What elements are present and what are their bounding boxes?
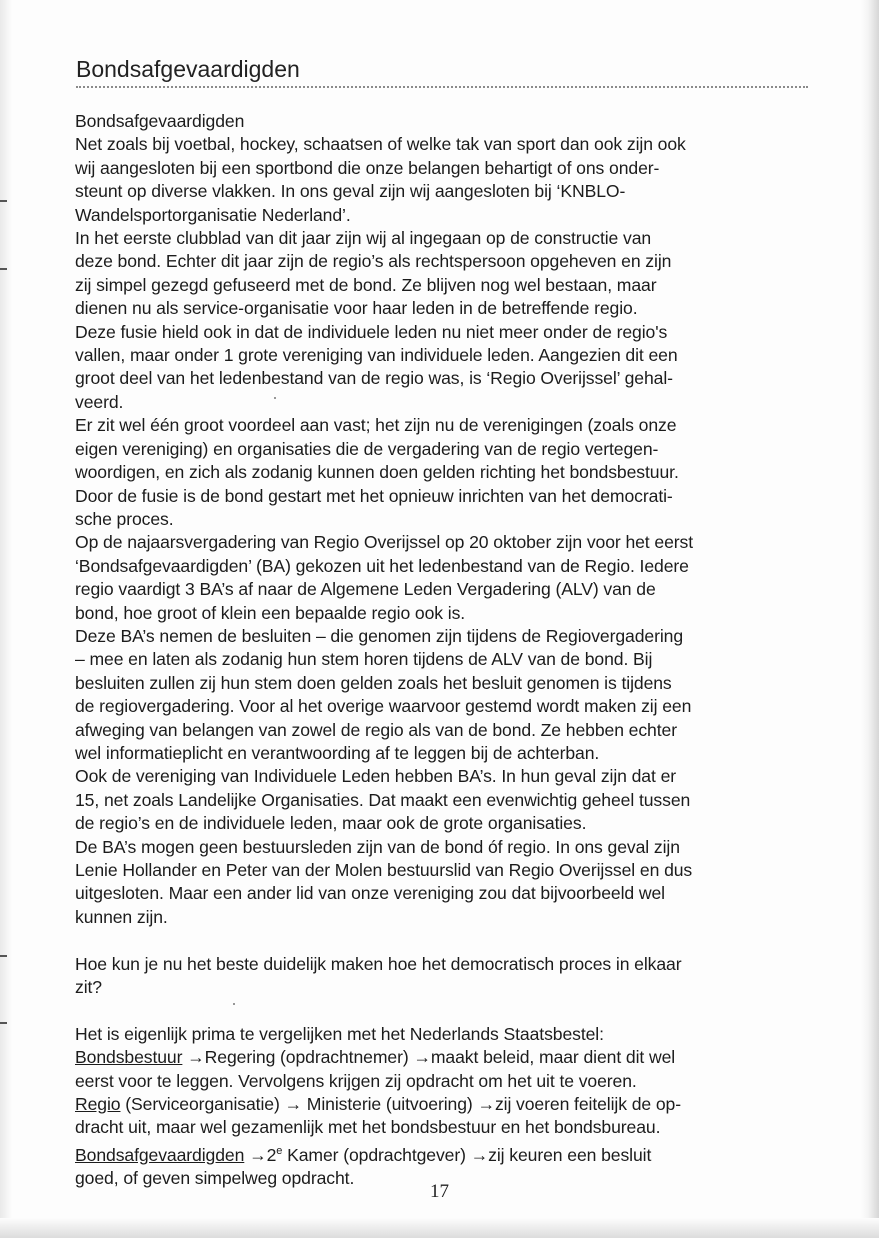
comparison-row-bondsbestuur — [75, 1046, 820, 1069]
text-line: de regiovergadering. Voor al het overige waarvoor gestemd wordt maken zij een — [75, 696, 692, 717]
comparison-row-regio-cont: dracht uit, maar wel gezamenlijk met het bondsbestuur en het bondsbureau. — [75, 1117, 661, 1138]
superscript: e — [276, 1144, 283, 1157]
text-line: Deze fusie hield ook in dat de individuele leden nu niet meer onder de regio's — [75, 321, 668, 342]
text-line: sche proces. — [75, 508, 174, 529]
text-line: 15, net zoals Landelijke Organisaties. Dat maakt een evenwichtig geheel tussen — [75, 789, 691, 810]
text-line: Bondsafgevaardigden — [75, 111, 245, 131]
text-line: afweging van belangen van zowel de regio als van de bond. Ze hebben echter — [75, 719, 677, 740]
comparison-row-bondsbestuur-cont: eerst voor te leggen. Vervolgens krijgen zij opdracht om het uit te voeren. — [75, 1070, 637, 1091]
text-line: wel informatieplicht en verantwoording af te leggen bij de achterban. — [75, 742, 600, 763]
text-line: wij aangesloten bij een sportbond die onze belangen behartigt of ons onder- — [75, 157, 660, 178]
text-line: steunt op diverse vlakken. In ons geval zijn wij aangesloten bij ‘KNBLO- — [75, 181, 626, 202]
text-line: – mee en laten als zodanig hun stem horen tijdens de ALV van de bond. Bij — [75, 649, 653, 670]
paragraph-gap — [75, 929, 820, 952]
text-line: deze bond. Echter dit jaar zijn de regio’s als rechtspersoon opgeheven en zijn — [75, 251, 672, 272]
text-line: dienen nu als service-organisatie voor haar leden in de betreffende regio. — [75, 298, 638, 319]
comparison-intro: Het is eigenlijk prima te vergelijken met het Nederlands Staatsbestel: — [75, 1023, 604, 1044]
text-line: veerd. — [75, 391, 124, 412]
text-line: In het eerste clubblad van dit jaar zijn wij al ingegaan op de constructie van — [75, 228, 652, 249]
text-line: De BA’s mogen geen bestuursleden zijn van de bond óf regio. In ons geval zijn — [75, 836, 680, 857]
article-paragraphs — [75, 110, 820, 929]
row-text: (Serviceorganisatie) → Ministerie (uitvoering) →zij voeren feitelijk de op- — [120, 1094, 681, 1115]
comparison-row-regio — [75, 1093, 820, 1116]
text-line: Ook de vereniging van Individuele Leden hebben BA’s. In hun geval zijn dat er — [75, 766, 677, 787]
row-text: Kamer (opdrachtgever) →zij keuren een besluit — [282, 1144, 652, 1165]
term-bondsafgevaardigden: Bondsafgevaardigden — [75, 1144, 245, 1165]
term-regio: Regio — [75, 1094, 121, 1115]
text-line: uitgesloten. Maar een ander lid van onze vereniging zou dat bijvoorbeeld wel — [75, 883, 665, 904]
text-line: Er zit wel één groot voordeel aan vast; het zijn nu de verenigingen (zoals onze — [75, 415, 677, 436]
text-line: Door de fusie is de bond gestart met het opnieuw inrichten van het democrati- — [75, 485, 673, 506]
text-line: Net zoals bij voetbal, hockey, schaatsen of welke tak van sport dan ook zijn ook — [75, 134, 686, 155]
text-line: zij simpel gezegd gefuseerd met de bond. Ze blijven nog wel bestaan, maar — [75, 274, 657, 295]
text-line: groot deel van het ledenbestand van de regio was, is ‘Regio Overijssel’ gehal- — [75, 368, 673, 389]
text-line: kunnen zijn. — [75, 906, 168, 927]
text-line: bond, hoe groot of klein een bepaalde regio ook is. — [75, 602, 466, 623]
binding-mark — [0, 1022, 7, 1024]
binding-mark — [0, 955, 7, 957]
page-number: 17 — [430, 1181, 449, 1202]
text-line: de regio’s en de individuele leden, maar ook de grote organisaties. — [75, 813, 587, 834]
text-line: zit? — [75, 977, 102, 998]
text-line: besluiten zullen zij hun stem doen gelden zoals het besluit genomen is tijdens — [75, 672, 672, 693]
text-line: woordigen, en zich als zodanig kunnen doen gelden richting het bondsbestuur. — [75, 462, 679, 483]
text-line: vallen, maar onder 1 grote vereniging van individuele leden. Aangezien dit een — [75, 345, 678, 366]
comparison-row-bondsafgevaardigden — [75, 1140, 820, 1167]
page-bottom-shadow — [0, 1218, 879, 1238]
binding-mark — [0, 268, 7, 270]
term-bondsbestuur: Bondsbestuur — [75, 1047, 183, 1068]
row-text: →2 — [244, 1144, 277, 1165]
text-line: eigen vereniging) en organisaties die de vergadering van de regio vertegen- — [75, 438, 659, 459]
page-heading: Bondsafgevaardigden — [76, 54, 808, 88]
text-line: Op de najaarsvergadering van Regio Overijssel op 20 oktober zijn voor het eerst — [75, 532, 694, 553]
text-line: Deze BA’s nemen de besluiten – die genomen zijn tijdens de Regiovergadering — [75, 625, 684, 646]
page-right-shadow — [861, 0, 879, 1238]
question-paragraph — [75, 953, 820, 1000]
text-line: regio vaardigt 3 BA’s af naar de Algemene Leden Vergadering (ALV) van de — [75, 579, 656, 600]
row-text: →Regering (opdrachtnemer) →maakt beleid, maar dient dit wel — [182, 1047, 676, 1068]
text-line: Hoe kun je nu het beste duidelijk maken hoe het democratisch proces in elkaar — [75, 953, 682, 974]
comparison-row-bondsafgevaardigden-cont: goed, of geven simpelweg opdracht. — [75, 1168, 355, 1189]
article-body — [75, 110, 820, 1191]
text-line: Lenie Hollander en Peter van der Molen bestuurslid van Regio Overijssel en dus — [75, 860, 693, 880]
page-left-shadow — [0, 0, 12, 1238]
text-line: ‘Bondsafgevaardigden’ (BA) gekozen uit het ledenbestand van de Regio. Iedere — [75, 555, 689, 576]
binding-mark — [0, 200, 7, 202]
text-line: Wandelsportorganisatie Nederland’. — [75, 204, 351, 225]
paragraph-gap — [75, 999, 820, 1022]
